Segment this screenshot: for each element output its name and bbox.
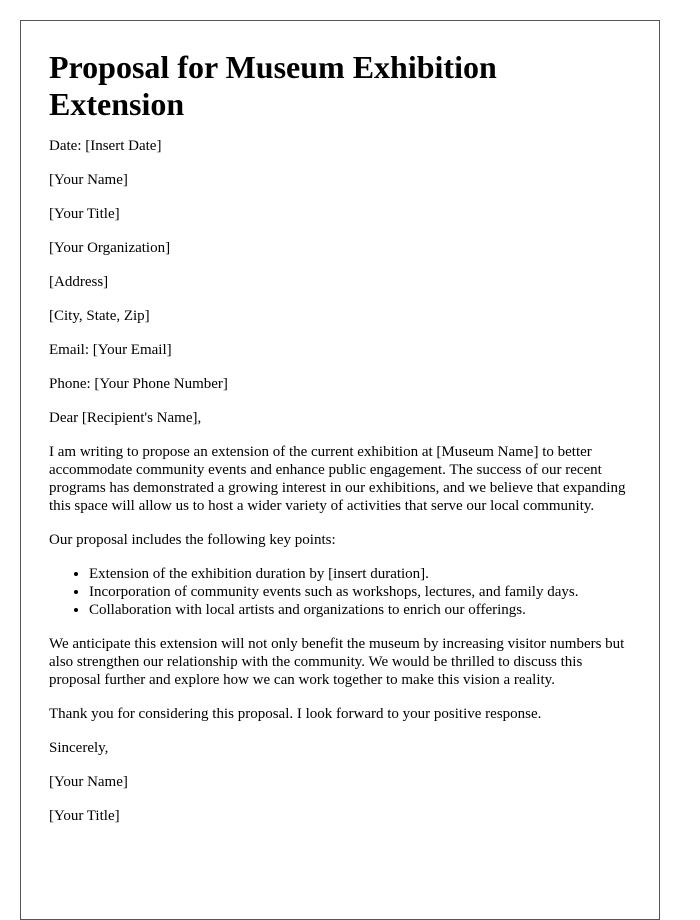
sender-organization: [Your Organization] — [49, 240, 171, 256]
salutation: Dear [Recipient's Name], — [49, 410, 202, 426]
sender-title: [Your Title] — [49, 206, 120, 222]
signature-title: [Your Title] — [49, 808, 120, 824]
thanks-paragraph: Thank you for considering this proposal. I look forward to your positive response. — [49, 706, 542, 722]
sender-name: [Your Name] — [49, 172, 128, 188]
list-item: • Extension of the exhibition duration by [insert duration]. — [89, 565, 631, 583]
date-line: Date: [Insert Date] — [49, 138, 162, 154]
sender-phone: Phone: [Your Phone Number] — [49, 376, 228, 392]
points-intro: Our proposal includes the following key points: — [49, 532, 336, 548]
signature-name: [Your Name] — [49, 774, 128, 790]
list-item: • Incorporation of community events such as workshops, lectures, and family days. — [89, 583, 631, 601]
intro-paragraph: I am writing to propose an extension of the current exhibition at [Museum Name] to better accommodate community events and enhance public engagement. The success of our recent programs has demonstrated a growing interest in our exhibitions, and we believe that expanding this space will allow us to host a wider variety of activities that serve our local community. — [49, 444, 626, 514]
key-points-list — [49, 565, 631, 619]
sender-city-state-zip: [City, State, Zip] — [49, 308, 150, 324]
list-item: • Collaboration with local artists and organizations to enrich our offerings. — [89, 601, 631, 619]
sender-address: [Address] — [49, 274, 109, 290]
closing: Sincerely, — [49, 740, 109, 756]
sender-email: Email: [Your Email] — [49, 342, 172, 358]
letter-page — [20, 20, 660, 920]
letter-title: Proposal for Museum Exhibition Extension — [49, 49, 497, 122]
benefits-paragraph: We anticipate this extension will not only benefit the museum by increasing visitor numbers but also strengthen our relationship with the community. We would be thrilled to discuss this proposal further and explore how we can work together to make this vision a reality. — [49, 636, 625, 688]
